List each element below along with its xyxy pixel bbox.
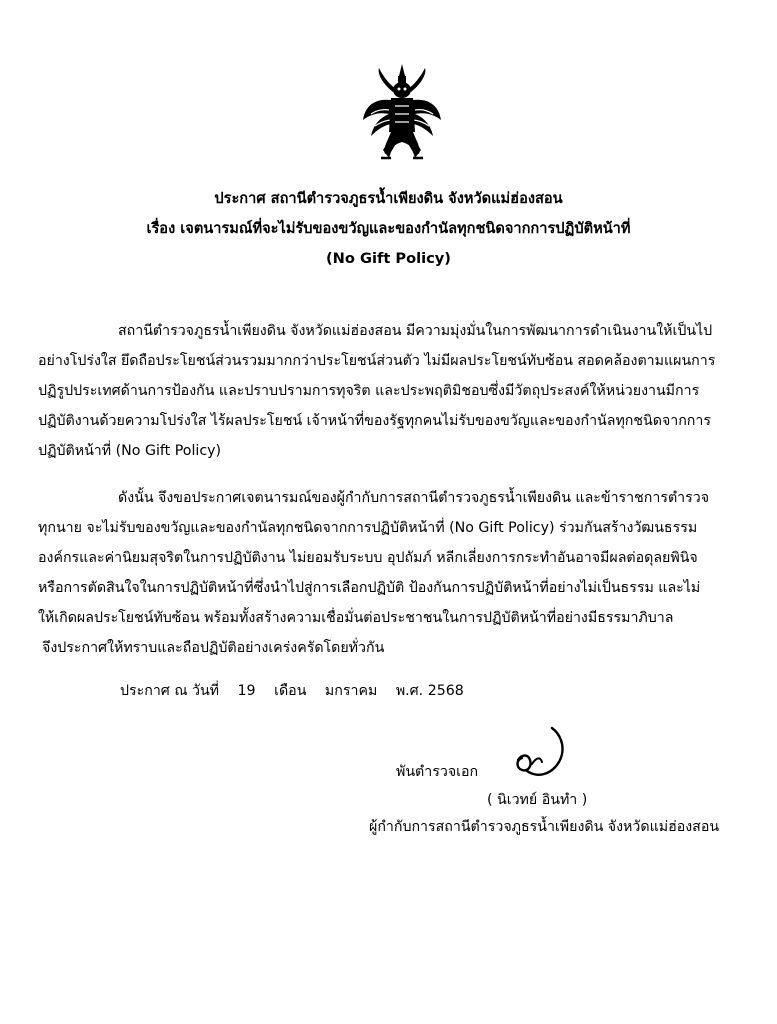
date-month-label: เดือน [274,683,307,699]
title-issuer: ประกาศ สถานีตำรวจภูธรน้ำเพียงดิน จังหวัดแม่ฮ่องสอน [214,190,563,207]
paragraph-line: ทุกนาย จะไม่รับของขวัญและของกำนัลทุกชนิดจากการปฏิบัติหน้าที่ (No Gift Policy) ร่วมกันสร้างวัฒนธรรม [38,520,698,536]
paragraph-line: ปฏิบัติหน้าที่ (No Gift Policy) [38,443,222,459]
date-prefix: ประกาศ ณ วันที่ [120,683,220,699]
paragraph-line: จึงประกาศให้ทราบและถือปฏิบัติอย่างเคร่งครัดโดยทั่วกัน [42,640,385,656]
paragraph-declaration [38,483,754,663]
paragraph-intro [38,316,754,466]
date-year: พ.ศ. 2568 [395,683,464,699]
handwritten-signature-icon [508,724,570,782]
paragraph-line: ดังนั้น จึงขอประกาศเจตนารมณ์ของผู้กำกับการสถานีตำรวจภูธรน้ำเพียงดิน และข้าราชการตำรวจ [118,490,710,506]
paragraph-line: หรือการตัดสินใจในการปฏิบัติหน้าที่ซึ่งนำไปสู่การเลือกปฏิบัติ ป้องกันการปฏิบัติหน้าที่อย่างไม่เป็นธรรม และไม่ [38,580,701,596]
paragraph-line: ให้เกิดผลประโยชน์ทับซ้อน พร้อมทั้งสร้างความเชื่อมั่นต่อประชาชนในการปฏิบัติหน้าที่อย่างมีธรรมาภิบาล [38,610,674,626]
paragraph-line: ปฏิรูปประเทศด้านการป้องกัน และปราบปรามการทุจริต และประพฤติมิชอบซึ่งมีวัตถุประสงค์ให้หน่วยงานมีการ [38,383,700,399]
date-month: มกราคม [324,683,378,699]
paragraph-line: องค์กรและค่านิยมสุจริตในการปฏิบัติงาน ไม่ยอมรับระบบ อุปถัมภ์ หลีกเลี่ยงการกระทำอันอาจมีผลต่อดุลยพินิจ [38,550,698,566]
garuda-emblem-icon [361,62,443,162]
signer-name: ( นิเวทย์ อินทำ ) [487,792,588,808]
paragraph-line: อย่างโปร่งใส ยึดถือประโยชน์ส่วนรวมมากกว่าประโยชน์ส่วนตัว ไม่มีผลประโยชน์ทับซ้อน สอดคล้องตามแผนการ [38,353,716,369]
title-policy-name: (No Gift Policy) [326,250,451,267]
signer-rank: พันตำรวจเอก [396,764,479,780]
paragraph-line: สถานีตำรวจภูธรน้ำเพียงดิน จังหวัดแม่ฮ่องสอน มีความมุ่งมั่นในการพัฒนาการดำเนินงานให้เป็นไป [118,323,713,339]
title-subject: เรื่อง เจตนารมณ์ที่จะไม่รับของขวัญและของกำนัลทุกชนิดจากการปฏิบัติหน้าที่ [146,220,631,237]
announcement-title [30,184,747,274]
signer-position: ผู้กำกับการสถานีตำรวจภูธรน้ำเพียงดิน จังหวัดแม่ฮ่องสอน [369,819,720,835]
date-day: 19 [237,683,256,699]
paragraph-line: ปฏิบัติงานด้วยความโปร่งใส ไร้ผลประโยชน์ เจ้าหน้าที่ของรัฐทุกคนไม่รับของขวัญและของกำนัลทุกชนิดจากการ [38,413,711,429]
announcement-date [120,676,478,706]
